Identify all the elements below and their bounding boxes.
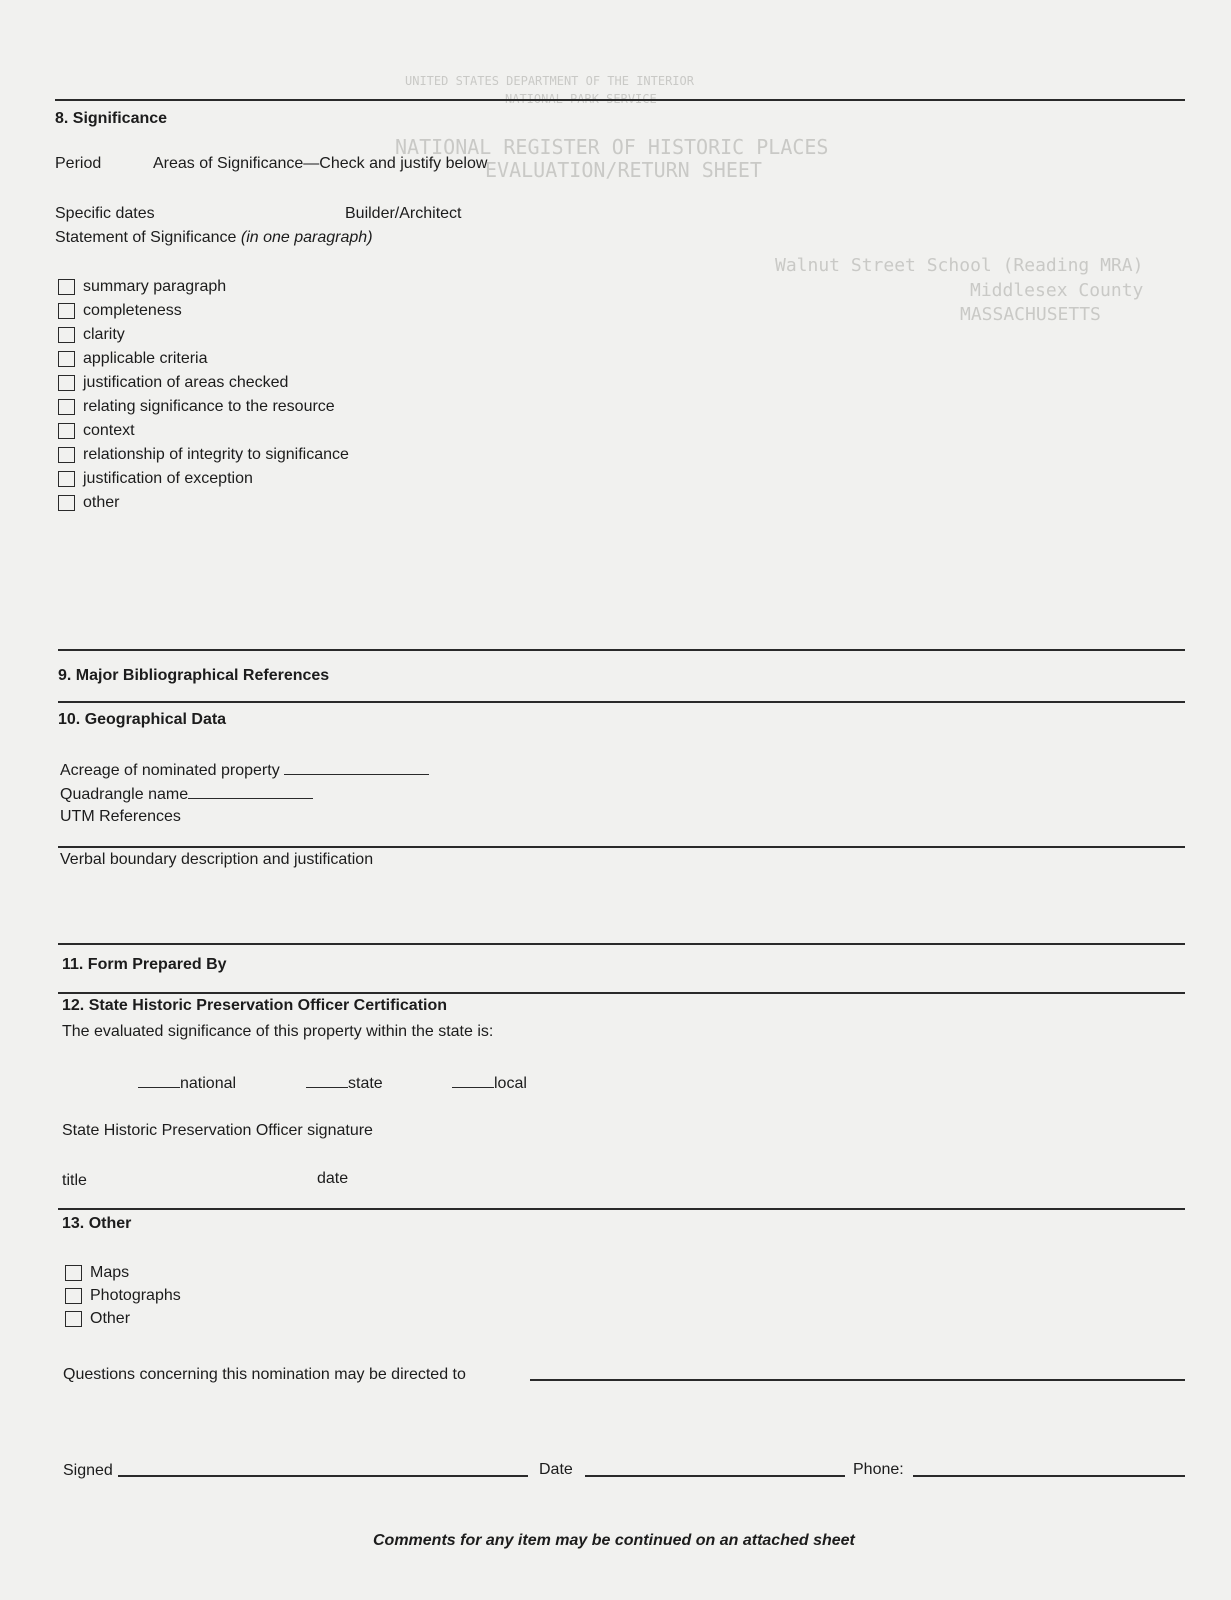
checkbox[interactable] bbox=[58, 399, 75, 415]
checkbox[interactable] bbox=[58, 495, 75, 511]
checkbox-label: Other bbox=[90, 1310, 131, 1327]
areas-label: Areas of Significance—Check and justify below bbox=[153, 155, 488, 172]
checkbox[interactable] bbox=[58, 327, 75, 343]
statement-label bbox=[55, 229, 373, 247]
checkbox[interactable] bbox=[58, 423, 75, 439]
phone-label: Phone: bbox=[853, 1461, 904, 1478]
check-summary-paragraph[interactable] bbox=[58, 276, 226, 298]
statement-note: (in one paragraph) bbox=[240, 229, 373, 246]
specific-dates-label: Specific dates bbox=[55, 205, 155, 222]
bleed-header: UNITED STATES DEPARTMENT OF THE INTERIOR bbox=[405, 74, 694, 88]
section9-heading: 9. Major Bibliographical References bbox=[58, 667, 330, 684]
checkbox-label: clarity bbox=[83, 326, 125, 343]
bleed-property: Walnut Street School (Reading MRA) bbox=[775, 255, 1144, 276]
shpo-date-label: date bbox=[317, 1170, 349, 1187]
bleed-title1: NATIONAL REGISTER OF HISTORIC PLACES bbox=[395, 135, 829, 159]
divider-line bbox=[58, 992, 1185, 994]
period-label: Period bbox=[55, 155, 102, 172]
check-justification-areas[interactable] bbox=[58, 372, 288, 394]
state-blank[interactable] bbox=[306, 1073, 348, 1088]
signed-label: Signed bbox=[63, 1462, 113, 1479]
shpo-signature-label: State Historic Preservation Officer signature bbox=[62, 1122, 373, 1139]
acreage-row bbox=[60, 760, 429, 780]
checkbox[interactable] bbox=[58, 447, 75, 463]
check-other[interactable] bbox=[58, 492, 119, 514]
level-label: national bbox=[180, 1075, 237, 1092]
acreage-label: Acreage of nominated property bbox=[60, 762, 280, 779]
checkbox-label: Maps bbox=[90, 1264, 130, 1281]
checkbox-label: completeness bbox=[83, 302, 182, 319]
evaluation-intro: The evaluated significance of this property within the state is: bbox=[62, 1023, 494, 1040]
checkbox-label: Photographs bbox=[90, 1287, 181, 1304]
divider-line bbox=[58, 943, 1185, 945]
section8-heading: 8. Significance bbox=[55, 110, 168, 127]
date-label: Date bbox=[539, 1461, 573, 1478]
questions-field[interactable] bbox=[530, 1379, 1185, 1381]
builder-label: Builder/Architect bbox=[345, 205, 462, 222]
utm-label: UTM References bbox=[60, 808, 181, 825]
check-context[interactable] bbox=[58, 420, 135, 442]
check-photographs[interactable] bbox=[65, 1285, 181, 1307]
level-local[interactable] bbox=[452, 1073, 527, 1093]
checkbox-label: applicable criteria bbox=[83, 350, 208, 367]
checkbox-label: justification of exception bbox=[83, 470, 253, 487]
quad-row bbox=[60, 784, 313, 804]
divider-line bbox=[58, 649, 1185, 651]
acreage-field[interactable] bbox=[284, 760, 429, 775]
bleed-county: Middlesex County bbox=[970, 280, 1144, 301]
checkbox-label: context bbox=[83, 422, 135, 439]
level-label: local bbox=[494, 1075, 527, 1092]
section10-heading: 10. Geographical Data bbox=[58, 711, 227, 728]
boundary-label: Verbal boundary description and justification bbox=[60, 851, 374, 868]
divider-line bbox=[55, 99, 1185, 101]
level-national[interactable] bbox=[138, 1073, 236, 1093]
checkbox-label: justification of areas checked bbox=[83, 374, 289, 391]
checkbox[interactable] bbox=[58, 375, 75, 391]
shpo-title-label: title bbox=[62, 1172, 87, 1189]
level-label: state bbox=[348, 1075, 383, 1092]
check-clarity[interactable] bbox=[58, 324, 125, 346]
checkbox-label: other bbox=[83, 494, 120, 511]
check-maps[interactable] bbox=[65, 1262, 129, 1284]
divider-line bbox=[58, 846, 1185, 848]
bleed-state: MASSACHUSETTS bbox=[960, 304, 1101, 325]
level-state[interactable] bbox=[306, 1073, 383, 1093]
checkbox[interactable] bbox=[58, 351, 75, 367]
checkbox[interactable] bbox=[65, 1288, 82, 1304]
section11-heading: 11. Form Prepared By bbox=[62, 956, 227, 973]
section13-heading: 13. Other bbox=[62, 1215, 132, 1232]
checkbox[interactable] bbox=[65, 1311, 82, 1327]
phone-field[interactable] bbox=[913, 1475, 1185, 1477]
section12-heading: 12. State Historic Preservation Officer Certification bbox=[62, 997, 448, 1014]
check-applicable-criteria[interactable] bbox=[58, 348, 208, 370]
checkbox[interactable] bbox=[58, 279, 75, 295]
check-other-13[interactable] bbox=[65, 1308, 130, 1330]
bleed-title2: EVALUATION/RETURN SHEET bbox=[485, 158, 762, 182]
check-justification-exception[interactable] bbox=[58, 468, 253, 490]
quad-label: Quadrangle name bbox=[60, 786, 189, 803]
checkbox[interactable] bbox=[65, 1265, 82, 1281]
national-blank[interactable] bbox=[138, 1073, 180, 1088]
statement-text: Statement of Significance bbox=[55, 229, 237, 246]
check-relating-significance[interactable] bbox=[58, 396, 335, 418]
check-completeness[interactable] bbox=[58, 300, 182, 322]
signed-field[interactable] bbox=[118, 1475, 528, 1477]
local-blank[interactable] bbox=[452, 1073, 494, 1088]
questions-label: Questions concerning this nomination may be directed to bbox=[63, 1366, 466, 1383]
checkbox-label: relating significance to the resource bbox=[83, 398, 335, 415]
checkbox[interactable] bbox=[58, 471, 75, 487]
check-integrity[interactable] bbox=[58, 444, 349, 466]
checkbox[interactable] bbox=[58, 303, 75, 319]
date-field[interactable] bbox=[585, 1475, 845, 1477]
divider-line bbox=[58, 701, 1185, 703]
checkbox-label: relationship of integrity to significance bbox=[83, 446, 349, 463]
footer-note: Comments for any item may be continued on an attached sheet bbox=[373, 1532, 855, 1549]
quad-field[interactable] bbox=[188, 784, 313, 799]
divider-line bbox=[58, 1208, 1185, 1210]
checkbox-label: summary paragraph bbox=[83, 278, 227, 295]
